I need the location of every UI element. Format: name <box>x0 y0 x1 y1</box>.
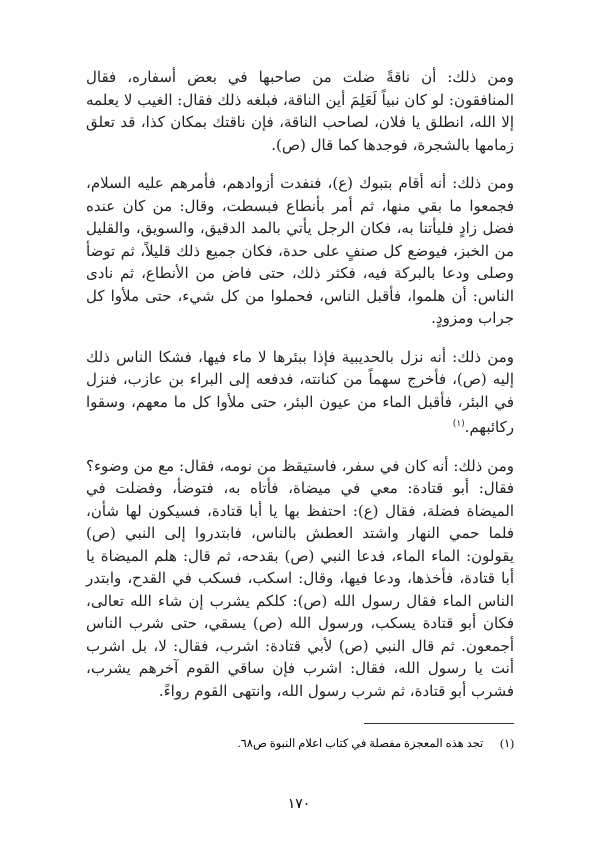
page-number: ١٧٠ <box>287 797 311 812</box>
paragraph-lost-camel: ومن ذلك: أن ناقةً ضلت من صاحبها في بعض أسفاره، فقال المنافقون: لو كان نبياً لَعَلِمَ أين الناقة، فبلغه ذلك فقال: الغيب لا يعلمه إلا الله، انطلق يا فلان، لصاحب الناقة، فإن ناقتك بمكان كذا، قد تعلق زمامها بالشجرة، فوجدها كما قال (ص). <box>86 68 514 154</box>
paragraph-text: ومن ذلك: أنه نزل بالحديبية فإذا ببئرها لا ماء فيها، فشكا الناس ذلك إليه (ص)، فأخرج سهماً من كنانته، فدفعه إلى البراء بن عازب، فنزل في البئر، فأقبل الماء من عيون البئر، حتى ملأوا كل ما معهم، وسقوا ركائبهم. <box>86 347 514 436</box>
footnote <box>86 736 514 752</box>
paragraph-tabuk-provisions: ومن ذلك: أنه أقام بتبوك (ع)، فنفدت أزوادهم، فأمرهم عليه السلام، فجمعوا ما بقي منها، ثم أمر بأنطاع فبسطت، وقال: من كان عنده فضل زادٍ فليأتنا به، فكان الرجل يأتي بالمد الدقيق، والسويق، والقليل من الخبز، فيوضع كل صنفٍ على حدة، فكان جميع ذلك قليلاً، ثم توضأ وصلى ودعا بالبركة فيه، فكثر ذلك، حتى فاض من الأنطاع، ثم نادى الناس: أن هلموا، فأقبل الناس، فحملوا من كل شيء، حتى ملأوا كل جراب ومزودٍ. <box>86 174 514 327</box>
paragraph-gap <box>86 330 514 346</box>
paragraph-gap <box>86 439 514 455</box>
paragraph-abu-qatada-water: ومن ذلك: أنه كان في سفر، فاستيقظ من نومه، فقال: مع من وضوء؟ فقال: أبو قتادة: معي في ميضاة، فأتاه به، فتوضأ، وفضلت في الميضاة فضلة، فقال (ع): احتفظ بها يا أبا قتادة، فسيكون لها شأن، فلما حمي النهار واشتد العطش بالناس، فابتدروا إلى النبي (ص) يقولون: الماء الماء، فدعا النبي (ص) بقدحه، ثم قال: هلم الميضاة يا أبا قتادة، فأخذها، ودعا فيها، وقال: اسكب، فسكب في القدح، وابتدر الناس الماء فقال رسول الله (ص): كلكم يشرب إن شاء الله تعالى، فكان أبو قتادة يسكب، ورسول الله (ص) يسقي، حتى شرب الناس أجمعون. ثم قال النبي (ص) لأبي قتادة: اشرب، فقال: لا، بل اشرب أنت يا رسول الله، فقال: اشرب فإن ساقي القوم آخرهم يشرب، فشرب أبو قتادة، ثم شرب رسول الله، وانتهى القوم رواءً. <box>86 456 514 700</box>
footnote-marker: (١) <box>452 419 465 429</box>
paragraph-hudaybiyyah-well <box>86 346 514 439</box>
footnote-number: (١) <box>500 738 514 750</box>
paragraph-gap <box>86 156 514 172</box>
footnote-divider <box>364 723 514 724</box>
footnote-text: تجد هذه المعجزة مفصلة في كتاب اعلام النبوة ص٦٨. <box>237 738 484 750</box>
